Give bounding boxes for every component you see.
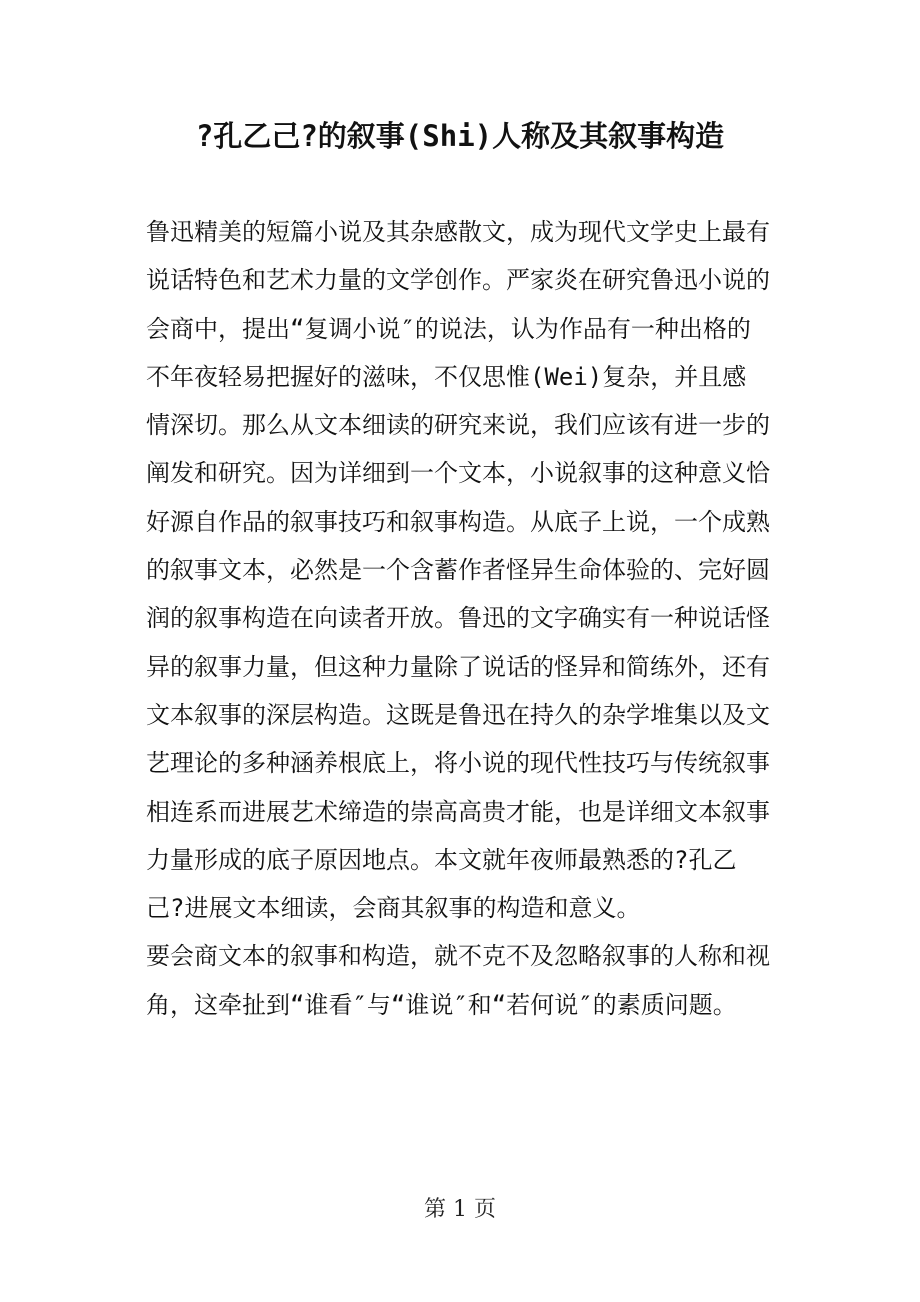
- page-number: 第 1 页: [424, 1197, 496, 1222]
- page-title: ?孔乙己?的叙事(Shi)人称及其叙事构造: [195, 119, 725, 153]
- body-text: [146, 208, 770, 1029]
- paragraph-1: 鲁迅精美的短篇小说及其杂感散文，成为现代文学史上最有说话特色和艺术力量的文学创作。严家炎在研究鲁迅小说的会商中，提出“复调小说″的说法，认为作品有一种出格的不年夜轻易把握好的滋味，不仅思惟(Wei)复杂，并且感情深切。那么从文本细读的研究来说，我们应该有进一步的阐发和研究。因为详细到一个文本，小说叙事的这种意义恰好源自作品的叙事技巧和叙事构造。从底子上说，一个成熟的叙事文本，必然是一个含蓄作者怪异生命体验的、完好圆润的叙事构造在向读者开放。鲁迅的文字确实有一种说话怪异的叙事力量，但这种力量除了说话的怪异和简练外，还有文本叙事的深层构造。这既是鲁迅在持久的杂学堆集以及文艺理论的多种涵养根底上，将小说的现代性技巧与传统叙事相连系而进展艺术缔造的崇高高贵才能，也是详细文本叙事力量形成的底子原因地点。本文就年夜师最熟悉的?孔乙己?进展文本细读，会商其叙事的构造和意义。: [146, 218, 770, 923]
- paragraph-2: 要会商文本的叙事和构造，就不克不及忽略叙事的人称和视角，这牵扯到“谁看″与“谁说″和“若何说″的素质问题。: [146, 942, 770, 1019]
